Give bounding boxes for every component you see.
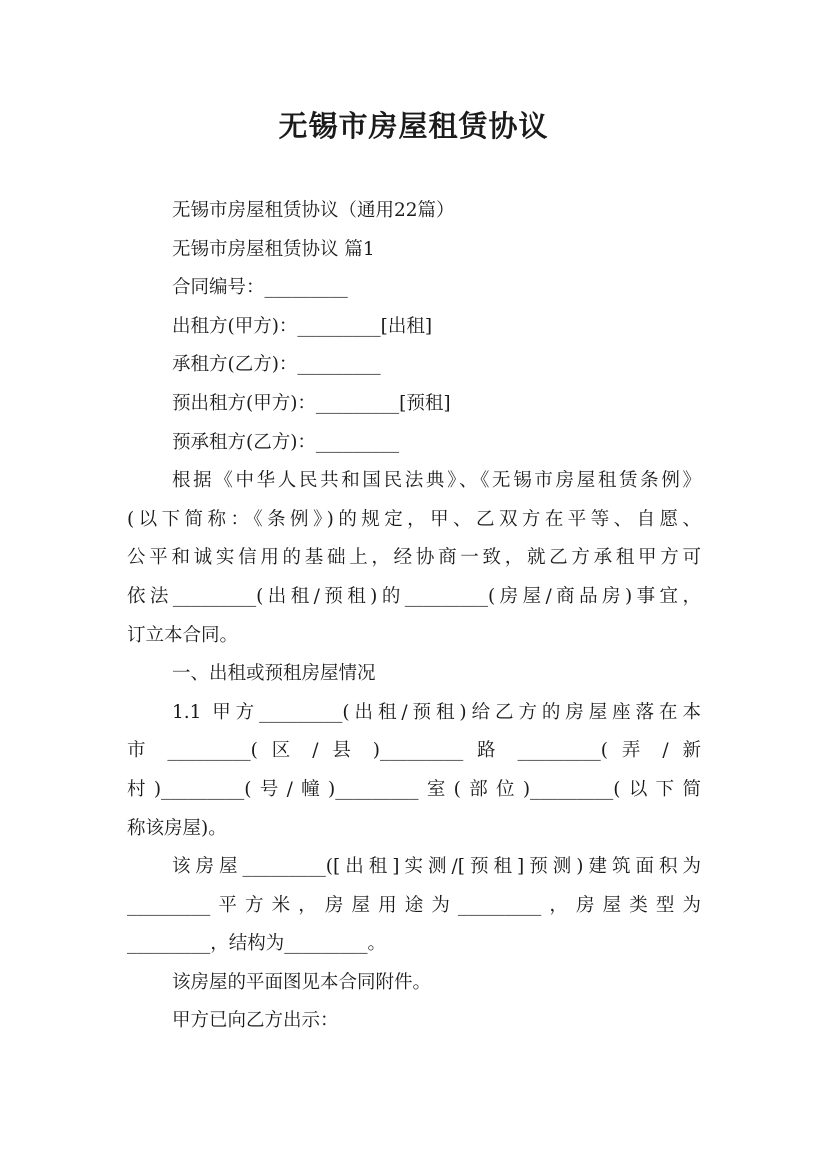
section-heading-line: 一、出租或预租房屋情况 (172, 663, 376, 685)
paragraph-line: 根据《中华人民共和国民法典》、《无锡市房屋租赁条例》 (172, 470, 701, 492)
pre-lessee-line: 预承租方(乙方)：_________ (172, 431, 400, 453)
paragraph-line: 该房屋_________([出租]实测/[预租]预测)建筑面积为 (172, 856, 701, 878)
paragraph-line: 订立本合同。 (127, 624, 239, 646)
lessee-line: 承租方(乙方)：_________ (172, 354, 381, 376)
paragraph-line: 该房屋的平面图见本合同附件。 (172, 971, 432, 993)
pre-lessor-line: 预出租方(甲方)：_________[预租] (172, 392, 451, 414)
subtitle-line: 无锡市房屋租赁协议（通用22篇） (172, 200, 455, 221)
document-body (127, 192, 701, 1041)
contract-number-line: 合同编号：_________ (172, 277, 348, 299)
document-title: 无锡市房屋租赁协议 (278, 109, 549, 143)
paragraph-line: 村)_________(号/幢)_________室(部位)_________(以下简 (127, 778, 701, 800)
lessor-line: 出租方(甲方)：_________[出租] (172, 315, 433, 337)
paragraph-line: _________，结构为_________。 (127, 933, 387, 955)
paragraph-line: 公平和诚实信用的基础上，经协商一致，就乙方承租甲方可 (127, 547, 701, 569)
paragraph-line: 依法_________(出租/预租)的_________(房屋/商品房)事宜， (127, 585, 701, 607)
paragraph-line: 市 _________( 区 / 县 )_________ 路 _________( 弄 / 新 (127, 740, 701, 762)
paragraph-line: 称该房屋)。 (127, 817, 227, 839)
paragraph-line: 甲方已向乙方出示： (172, 1010, 339, 1032)
section-heading-line: 无锡市房屋租赁协议 篇1 (172, 238, 375, 260)
paragraph-line: 1.1 甲方_________(出租/预租)给乙方的房屋座落在本 (172, 701, 701, 723)
paragraph-line: _________平方米，房屋用途为_________，房屋类型为 (127, 894, 701, 916)
paragraph-line: (以下简称：《条例》)的规定，甲、乙双方在平等、自愿、 (127, 508, 701, 530)
